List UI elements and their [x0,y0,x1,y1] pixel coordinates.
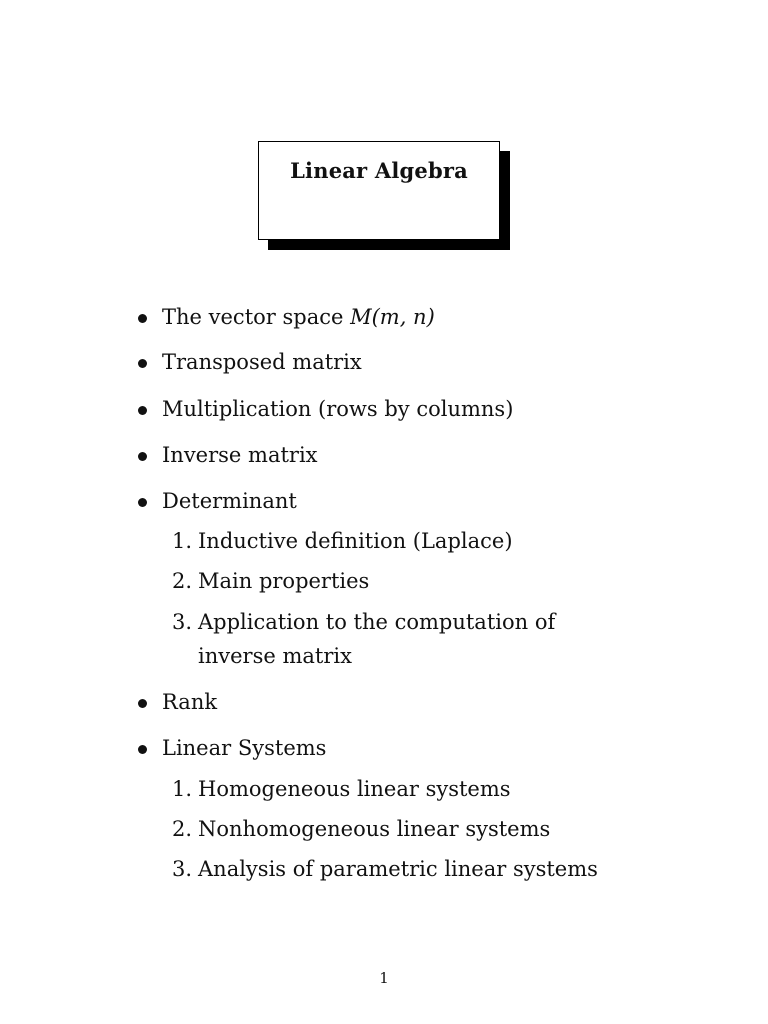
sublist-text: Main properties [198,569,370,593]
sublist-item-nonhomogeneous [171,812,551,846]
bullet-icon [138,699,147,708]
sublist-item-inductive [171,524,513,558]
sublist-number: 2. [171,817,192,841]
list-item-text: Linear Systems [162,736,327,760]
list-item-determinant [162,484,297,518]
bullet-icon [138,359,147,368]
sublist-text: Application to the computation of inverse matrix [198,610,556,668]
sublist-number: 1. [171,529,192,553]
list-item-text: Transposed matrix [162,350,362,374]
list-item-text: The vector space [162,305,351,329]
sublist-text: Inductive definition (Laplace) [198,529,513,553]
sublist-item-application [171,605,598,673]
sublist-number: 3. [171,610,192,634]
sublist-number: 3. [171,857,192,881]
page-title: Linear Algebra [290,158,468,183]
bullet-icon [138,498,147,507]
list-item-linear-systems [162,731,326,765]
sublist-item-properties [171,564,370,598]
sublist-text: Homogeneous linear systems [198,777,511,801]
list-item-text: Multiplication (rows by columns) [162,397,514,421]
list-item-text: Inverse matrix [162,443,318,467]
list-item-text: Rank [162,690,218,714]
title-box [258,141,500,240]
list-item-text: Determinant [162,489,297,513]
bullet-icon [138,406,147,415]
page-number: 1 [379,969,389,987]
list-item-vector-space [162,300,435,334]
bullet-icon [138,314,147,323]
list-item-multiplication [162,392,513,426]
list-item-rank [162,685,217,719]
bullet-icon [138,745,147,754]
sublist-item-parametric [171,852,598,886]
list-item-transposed [162,345,362,379]
sublist-number: 1. [171,777,192,801]
sublist-text: Analysis of parametric linear systems [198,857,598,881]
list-item-inverse [162,438,318,472]
math-expression: M(m, n) [350,305,435,329]
bullet-icon [138,452,147,461]
sublist-text: Nonhomogeneous linear systems [198,817,551,841]
sublist-number: 2. [171,569,192,593]
sublist-item-homogeneous [171,772,511,806]
